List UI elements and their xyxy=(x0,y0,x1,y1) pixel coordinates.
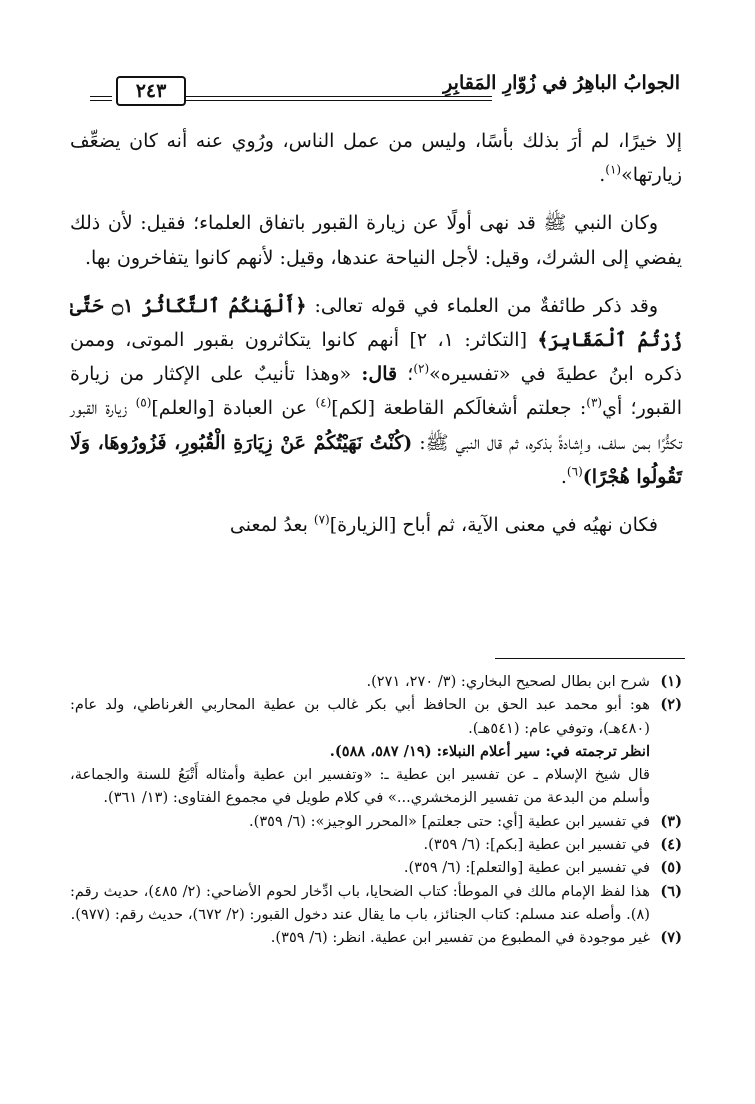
paragraph-3-end: . xyxy=(560,465,567,488)
paragraph-4 xyxy=(70,508,682,542)
footnote-number: (٤) xyxy=(660,836,682,854)
footnote-number: (٦) xyxy=(660,882,682,900)
footnote-text: في تفسير ابن عطية [بكم]: (٦/ ٣٥٩). xyxy=(423,836,650,854)
footnote-text: انظر ترجمته في: سير أعلام النبلاء: (١٩/ ٥٨٧، ٥٨٨). xyxy=(329,742,650,760)
footnote-text: غير موجودة في المطبوع من تفسير ابن عطية. انظر: (٦/ ٣٥٩). xyxy=(270,929,650,947)
footnote-text: هو: أبو محمد عبد الحق بن الحافظ أبي بكر غالب بن عطية المحاربي الغرناطي، ولد عام: (٤٨٠هـ)، وتوفي عام: (٥٤١هـ). xyxy=(70,696,650,737)
paragraph-3-text-a: وقد ذكر طائفةٌ من العلماء في قوله تعالى: xyxy=(306,294,659,317)
footnote-4 xyxy=(70,833,682,856)
footnote-separator xyxy=(495,658,685,659)
header-rule xyxy=(186,96,492,101)
qal-label: قال: xyxy=(361,363,398,386)
paragraph-4-text-b: بعدُ لمعنى xyxy=(229,514,314,537)
footnote-3 xyxy=(70,810,682,833)
footnote-ref-7: (٧) xyxy=(313,512,330,527)
quran-verse: ﴿أَلْهَىٰكُمُ ٱلتَّكَاثُرُ ۝١ حَتَّىٰ زُرْتُمُ ٱلْمَقَابِرَ﴾ xyxy=(70,294,682,352)
footnote-2 xyxy=(70,693,682,809)
footnote-7 xyxy=(70,926,682,949)
paragraph-1 xyxy=(70,124,682,192)
paragraph-3-text-b: [التكاثر: ١، ٢] أنهم كانوا يتكاثرون بقبور الموتى، وممن ذكره ابنُ عطيةَ في «تفسيره» xyxy=(70,329,682,386)
footnote-number: (٢) xyxy=(660,696,682,714)
running-title: الجوابُ الباهِرُ في زُوّارِ المَقابِرِ xyxy=(443,72,680,94)
footnote-number: (٥) xyxy=(660,859,682,877)
footnote-1 xyxy=(70,670,682,693)
paragraph-3-text-g: زيارة القبور تكثُّرًا بمن سلف، وإشادةً بذكره، ثم قال النبي ﷺ: xyxy=(70,397,682,454)
footnote-ref-6: (٦) xyxy=(566,464,583,479)
page-header xyxy=(90,70,680,106)
paragraph-3-text-c: ؛ xyxy=(397,363,414,386)
main-text xyxy=(70,124,682,556)
footnote-ref-1: (١) xyxy=(605,162,622,177)
footnote-number: (٣) xyxy=(660,812,682,830)
paragraph-4-text-a: فكان نهيُه في معنى الآية، ثم أباح [الزيارة] xyxy=(329,514,658,537)
header-rule-left xyxy=(90,96,112,101)
footnote-6 xyxy=(70,880,682,927)
paragraph-2: وكان النبي ﷺ قد نهى أولًا عن زيارة القبور باتفاق العلماء؛ فقيل: لأن ذلك يفضي إلى الشرك، وقيل: لأجل النياحة عندها، وقيل: لأنهم كانوا يتفاخرون بها. xyxy=(70,212,682,269)
footnote-text: قال شيخ الإسلام ـ عن تفسير ابن عطية ـ: «وتفسير ابن عطية وأمثاله أَتْبَعُ للسنة والجماعة، وأسلم من البدعة من تفسير الزمخشري...» في كلام طويل في مجموع الفتاوى: (١٣/ ٣٦١). xyxy=(70,766,650,807)
footnote-5 xyxy=(70,856,682,879)
footnote-text: شرح ابن بطال لصحيح البخاري: (٣/ ٢٧٠، ٢٧١). xyxy=(366,673,650,690)
footnote-ref-5: (٥) xyxy=(135,396,152,411)
paragraph-3 xyxy=(70,289,682,494)
paragraph-3-text-d: «وهذا تأنيبٌ على الإكثار من زيارة القبور؛ أي xyxy=(70,363,682,420)
page-number: ٢٤٣ xyxy=(116,76,186,106)
footnote-text: في تفسير ابن عطية [والتعلم]: (٦/ ٣٥٩). xyxy=(403,859,650,877)
footnote-ref-3: (٣) xyxy=(586,396,603,411)
footnote-ref-2: (٢) xyxy=(413,361,430,376)
footnote-number: (١) xyxy=(660,673,682,690)
paragraph-1-end: . xyxy=(599,164,606,187)
footnote-text: في تفسير ابن عطية [أي: حتى جعلتم] «المحرر الوجيز»: (٦/ ٣٥٩). xyxy=(248,812,650,830)
paragraph-3-text-e: : جعلتم أشغالَكم القاطعة [لكم] xyxy=(331,397,587,420)
footnote-text: هذا لفظ الإمام مالك في الموطأ: كتاب الضحايا، باب ادِّخار لحوم الأضاحي: (٢/ ٤٨٥)، حديث رقم: (٨). وأصله عند مسلم: كتاب الجنائز، باب ما يقال عند دخول القبور: (٢/ ٦٧٢)، حديث رقم: (٩٧٧). xyxy=(70,882,650,923)
footnote-number: (٧) xyxy=(660,929,682,947)
footnote-ref-4: (٤) xyxy=(315,396,332,411)
paragraph-3-text-f: عن العبادة [والعلم] xyxy=(151,397,316,420)
footnotes xyxy=(70,670,682,950)
paragraph-1-text: إلا خيرًا، لم أرَ بذلك بأسًا، وليس من عمل الناس، ورُوي عنه أنه كان يضعِّف زيارتها» xyxy=(70,130,682,187)
hadith-quote: (كُنْتُ نَهَيْتُكُمْ عَنْ زِيَارَةِ الْقُبُورِ، فَزُورُوهَا، وَلَا تَقُولُوا هُجْرًا) xyxy=(70,431,682,488)
